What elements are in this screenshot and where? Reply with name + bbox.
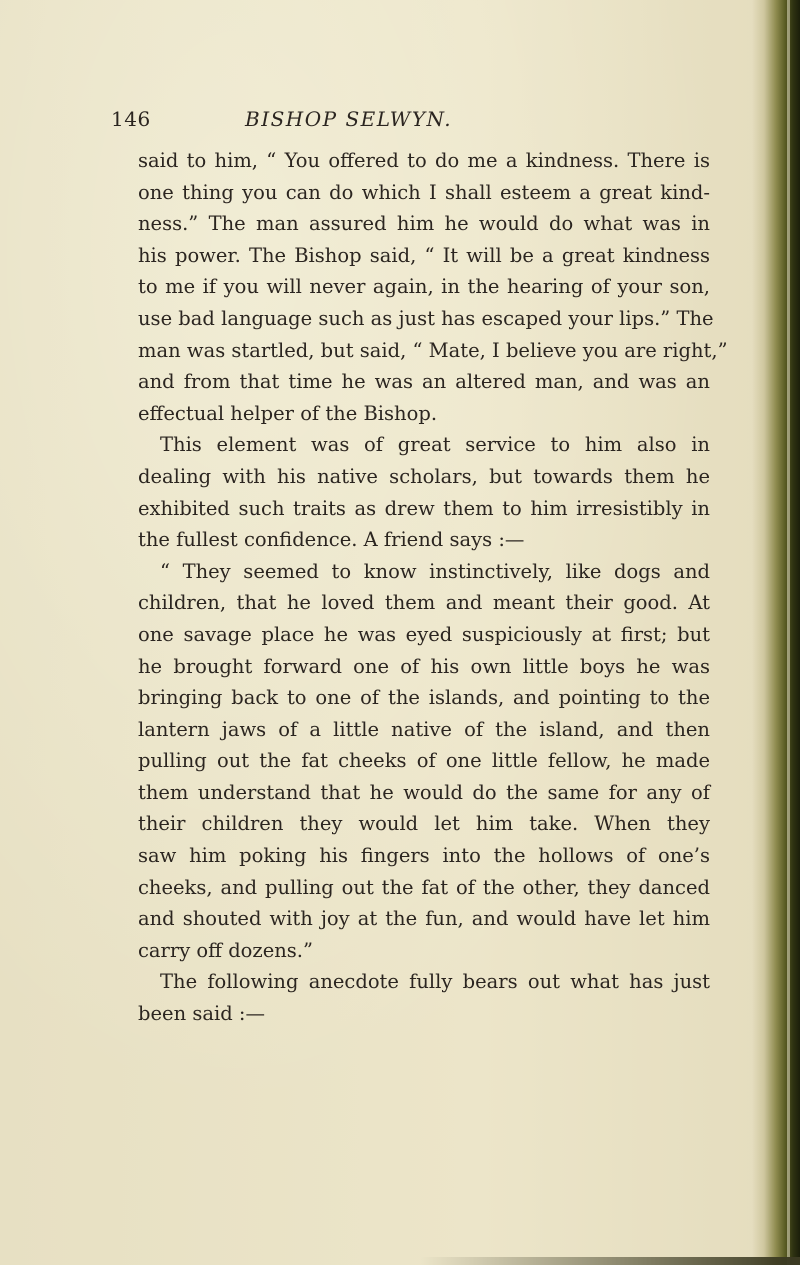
text-line: use bad language such as just has escaped your lips.” The <box>138 306 714 330</box>
bottom-edge-shadow <box>420 1257 800 1265</box>
text-line: been said :— <box>138 1002 265 1026</box>
text-line: saw him poking his fingers into the hollows of one’s <box>138 844 710 868</box>
text-line: one thing you can do which I shall esteem a great kind- <box>138 180 710 204</box>
text-line: “ They seemed to know instinctively, like dogs and <box>160 559 710 583</box>
page-edge <box>787 0 790 1265</box>
text-line: This element was of great service to him also in <box>160 433 710 457</box>
text-line: cheeks, and pulling out the fat of the other, they danced <box>138 875 710 899</box>
text-line: effectual helper of the Bishop. <box>138 401 438 425</box>
book-spine-shadow <box>752 0 800 1265</box>
body-text <box>138 145 728 1030</box>
text-line: pulling out the fat cheeks of one little fellow, he made <box>138 749 710 773</box>
text-line: one savage place he was eyed suspiciously at first; but <box>138 622 710 646</box>
text-line: children, that he loved them and meant their good. At <box>138 591 710 615</box>
text-line: dealing with his native scholars, but towards them he <box>138 464 710 488</box>
text-line: lantern jaws of a little native of the island, and then <box>138 717 710 741</box>
text-line: he brought forward one of his own little boys he was <box>138 654 710 678</box>
text-line: exhibited such traits as drew them to him irresistibly in <box>138 496 710 520</box>
running-head <box>0 107 800 137</box>
text-line: man was startled, but said, “ Mate, I believe you are right,” <box>138 338 728 362</box>
text-line: ness.” The man assured him he would do what was in <box>138 212 710 236</box>
page-number: 146 <box>111 107 151 131</box>
text-line: to me if you will never again, in the hearing of your son, <box>138 275 710 299</box>
text-line: bringing back to one of the islands, and pointing to the <box>138 686 710 710</box>
text-line: carry off dozens.” <box>138 938 313 962</box>
text-line: the fullest confidence. A friend says :— <box>138 528 525 552</box>
running-title: BISHOP SELWYN. <box>245 107 453 131</box>
text-line: said to him, “ You offered to do me a kindness. There is <box>138 149 710 172</box>
text-line: them understand that he would do the same for any of <box>138 780 710 804</box>
text-line: and shouted with joy at the fun, and would have let him <box>138 907 710 931</box>
text-line: their children they would let him take. When they <box>138 812 710 836</box>
text-line: and from that time he was an altered man, and was an <box>138 370 710 394</box>
text-line: his power. The Bishop said, “ It will be a great kindness <box>138 243 710 267</box>
text-line: The following anecdote fully bears out what has just <box>160 970 710 994</box>
